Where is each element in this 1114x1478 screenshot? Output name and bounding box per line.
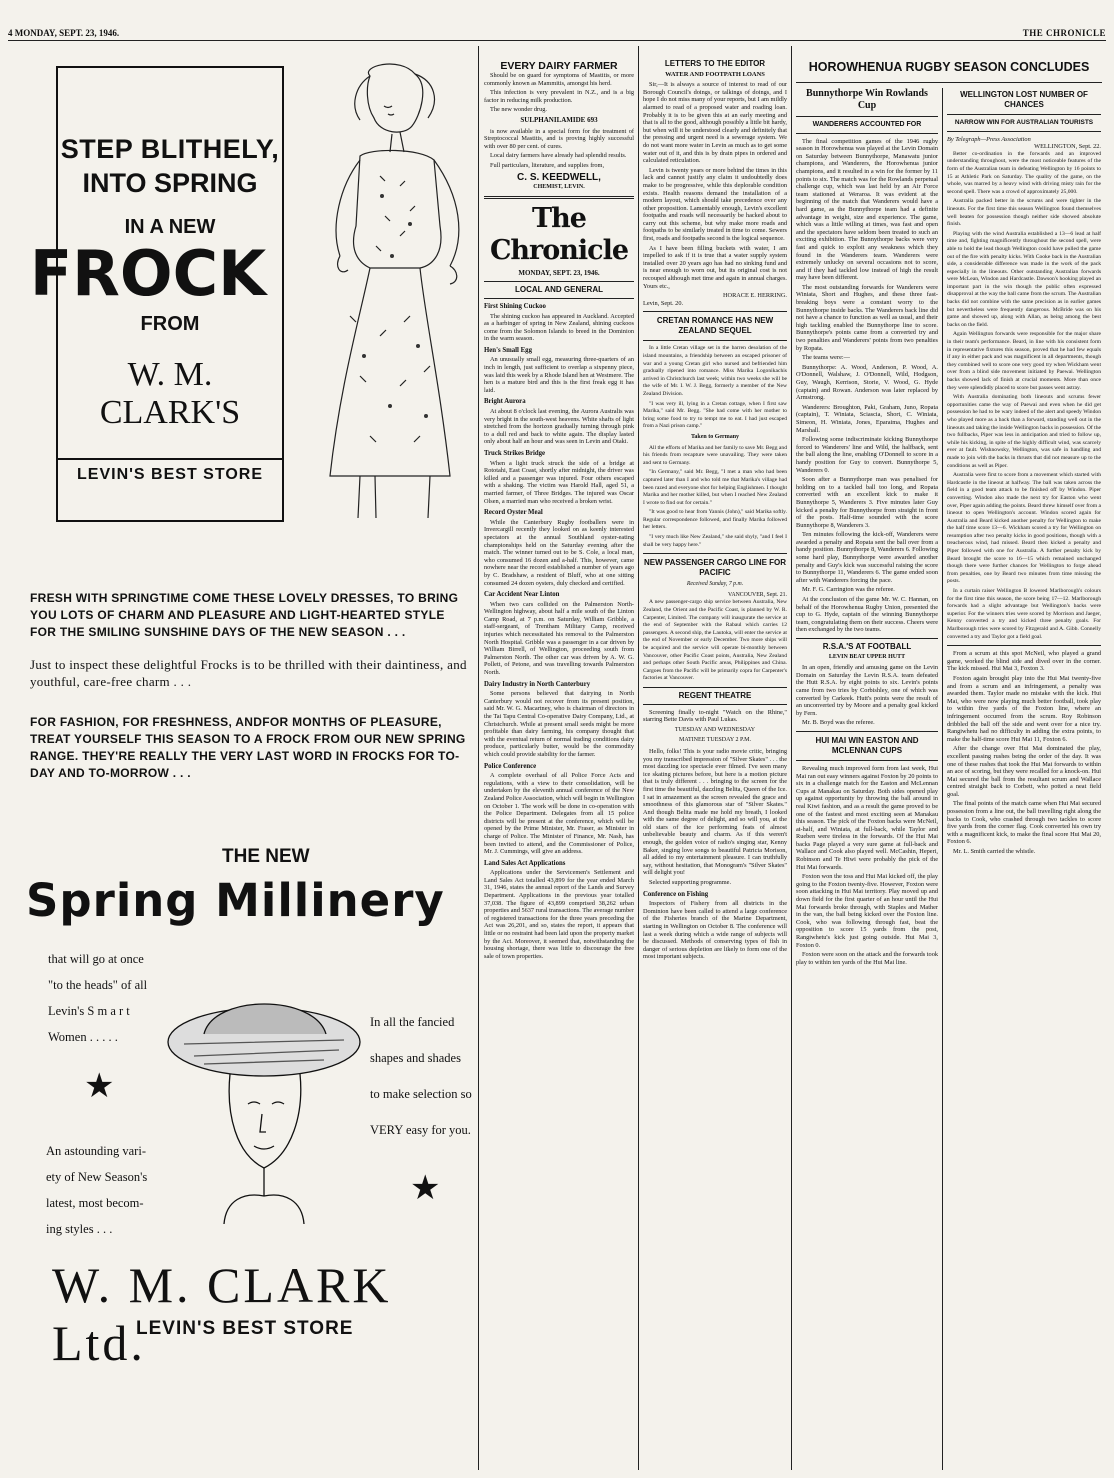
star-icon: ★ [84,1068,115,1105]
paragraph: The final points of the match came when Hui Mai secured possession from a line out, the ball travelling right along the backs to Cook, who crashed through two tackles to score five yards from the corner flag. Cook converted his own try with a magnificent kick, to make the final score Hui Mai 20, Foxton 6. [947,800,1101,846]
paragraph: Full particulars, literature, and supplies from, [490,161,605,169]
paragraph: Mr. B. Boyd was the referee. [802,719,875,727]
rsa-subhead: LEVIN BEAT UPPER HUTT [828,653,906,660]
paragraph: Soon after a Bunnythorpe man was penalised for holding on to a tackled ball too long, and Ropata converted with an excellent kick to make it Bunnythorpe 5, Wanderers 3. Five minutes later Guy kicked a penalty for Bunnythorpe from straight in front of the posts. Half-time sounded with the score Bunnythorpe 8, Wanderers 3. [796,476,938,529]
theatre-days: TUESDAY AND WEDNESDAY [674,726,756,733]
paragraph: Australia were first to score from a movement which started with Hardcastle in the lineout at halfway. The ball was taken across the field in a good team attack to be finished off by Windon. Piper converting. Windon also made the next try for Easton who went over, Piper again adding the points. Beard threw himself over from a lineout to open Wellington's account. Windon scored again for Australia and Beard kicked another penalty for Wellington to make the half time score 13—6. Wickham scored a try for Wellington on resumption after two penalty kicks in good positions, though with a treacherous wind, had missed. Beard then kicked a penalty and Piper followed with one for Australia. A further penalty kick by Beard brought the score to 16—15 which remained unchanged though there were further chances for Wellington to forge ahead from penalties, one by Beard two minutes from time missing the posts. [947,472,1101,585]
column-1 [484,60,634,1470]
fashion-illustration [300,56,472,526]
item-heading: Taken to Germany [690,433,740,440]
bunnythorpe-headline: Bunnythorpe Win Rowlands Cup [806,88,928,111]
divider [484,196,634,199]
letters-subhead: WATER AND FOOTPATH LOANS [665,70,765,78]
divider [796,731,938,732]
paragraph: Wanderers: Broughton, Paki, Graham, Juno, Ropata (captain), T. Winiata, Sciascia, Short, C. Winiata, Simeon, H. Winiata, Jones, Eparaima, Hughes and Marshall. [796,403,938,434]
paragraph: Foxton won the toss and Hui Mai kicked off, the play going to the Foxton twenty-five. However, Foxton were soon attacking in Hui Mai territory. Play moved up and down field for the first quarter of an hour until the Hui Mai forwards broke through, with Staples and Mather in the van, the ball being kicked over the Foxton line. Cook, who was following through fast, beat the opposition to score 15 yards from the post, Rangiwhetu's kick just going outside. Hui Mai 3, Foxton 0. [796,873,938,949]
ad-copy-fashion: FOR FASHION, FOR FRESHNESS, ANDFOR MONTHS OF PLEASURE, TREAT YOURSELF THIS SEASON TO A FROCK FROM OUR NEW SPRING RANGE. THEY'RE REALLY THE VERY LAST WORD IN FROCKS FOR TO-DAY AND TO-MORROW . . . [30,715,466,780]
ad-into-spring: INTO SPRING [82,168,258,198]
paragraph: At about 8 o'clock last evening, the Aurora Australis was very bright in the south-west heavens. White shafts of light stretched from the horizon gradually turning through pink to a dull red and back to white again. The display lasted only about half an hour and was seen in Levin and Otaki. [484,408,634,446]
divider [484,281,634,282]
ad-millinery-right-text [370,1004,474,1148]
chemist-name: C. S. KEEDWELL, [517,171,601,183]
item-heading: Police Conference [484,762,537,770]
paragraph: Bunnythorpe: A. Wood, Anderson, P. Wood, A. O'Donnell, Walshaw, J. O'Donnell, Wild, Hodgson, Guy, Waugh, Kerrison, Storie, V. Wood, G. Hyde (captain) and Rowan. Anderson was later replaced by Armstrong. [796,363,938,402]
paragraph: Australia packed better in the scrums and were tighter in the lineouts. For the first time this season Wellington found themselves well beaten for possession though neither side showed absolute finish. [947,198,1101,228]
paragraph: Local dairy farmers have already had splendid results. [490,152,627,160]
ad-company-name: W. M. CLARK Ltd. [52,1257,392,1371]
paragraph: Mr. L. Smith carried the whistle. [953,848,1036,856]
rule-c1 [638,46,639,1470]
divider [796,133,938,134]
ad-step-blithely: STEP BLITHELY, [60,134,280,164]
paragraph: "In Germany," said Mr. Begg, "I met a man who had been captured later than I and who told me that Marika's village had been razed and everyone shot for helping Englishmen. I thought Marika and her mother killed, but when I reached New Zealand I wrote to find out for certain." [643,469,787,506]
clarks-advertisement [12,56,472,1468]
local-and-general-heading: LOCAL AND GENERAL [515,285,603,295]
paragraph: is now available in a special form for the treatment of Streptococcal Mastitis, and is proving highly successful with over 80 per cent. of cures. [484,127,634,150]
ad-in-a-new: IN A NEW [124,216,216,238]
paragraph: Better co-ordination in the forwards and an improved understanding throughout, were the most noticeable features of the form of the Australian team in defeating Wellington by 16 points to 15 at Athletic Park on Saturday. The quality of the game, on the whole, was marred by a heavy wind with driving misty rain for the second spell. There was a crowd of approximately 25,000. [947,150,1101,195]
column-3 [796,88,938,1470]
paragraph: This infection is very prevalent in N.Z., and is a big factor in reducing milk production. [484,89,634,104]
paragraph: Playing with the wind Australia established a 13—6 lead at half time and, fighting magnificently throughout the second spell, were able to hold the lead though Wellington could have pulled the game out of the fire with penalty kicks. With Cooke back in the Australian side, a considerable difference was made in the work of the pack especially in the lineouts. Other outstanding Australian forwards were McLean, Windon and Hardcastle. Dawson's hooking played an important part in the win though the public often expressed disapproval at the way the ball came from the scrum. The Australian backs did not combine with the same precision as in earlier games but nevertheless were frequently dangerous. McBride was on his game and showed up, along with Allan, as being among the best backs on the field. [947,230,1101,328]
wellington-headline: WELLINGTON LOST NUMBER OF CHANCES [960,90,1088,109]
dairy-farmer-headline: EVERY DAIRY FARMER [500,60,618,72]
frock-ad-box [29,66,284,522]
hat-illustration [164,964,364,1224]
item-heading: Hen's Small Egg [484,346,532,354]
ad-right-line: In all the fancied [370,1015,455,1029]
paragraph: Some persons believed that dairying in North Canterbury would not recover from its present position, said Mr. W. G. Macartney, who is chairman of directors in the Tai Tapu Central Co-operative Dairy Company, Ltd., at Christchurch. While at present small seeds might be more profitable than dairy farming, his company thought that with the eventual return of normal trading conditions dairy produce, particularly butter, would be the commodity which could provide stability for the farmer. [484,690,634,758]
paragraph: While the Canterbury Rugby footballers were in Invercargill recently they looked on as keenly interested spectators at the annual Southland oyster-eating championships held on the Saturday evening after the match. The winner turned out to be S. Cole, a local man, who consumed 16 dozen and a-half. This, however, came nowhere near the record established a number of years ago by C. Bradshaw, a resident of Bluff, who at one sitting consumed 24 dozen oysters, duly checked and certified. [484,518,634,587]
paragraph: Ten minutes following the kick-off, Wanderers were awarded a penalty and Ropata sent the ball over from a handy position. Bunnythorpe 8, Wanderers 6. Following some hard play, Bunnythorpe were awarded another penalty and Guy's kick was successful raising the score to Bunnythorpe 11, Wanderers 6. The game ended soon after with Wanderers forcing the pace. [796,531,938,584]
item-heading: Bright Aurora [484,398,526,406]
paragraph: In a curtain raiser Wellington B lowered Marlborough's colours for the first time this season, the score being 17—12. Marlborough forwards had a slight advantage but Wellington's backs were superior. For the winners tries were scored by Morrison and Jaeger, Kenny converted a try and kicked three penalty goals. For Marlborough tries were scored by Fitzgerald and A. Gibb. Connelly converted a try and Taylor got a field goal. [947,588,1101,640]
ad-left-line: that will go at once [48,952,144,966]
divider [643,311,787,312]
hui-mai-headline: HUI MAI WIN EASTON AND MCLENNAN CUPS [815,735,919,755]
ad-left-line: "to the heads" of all [48,978,148,992]
paragraph: The most outstanding forwards for Wanderers were Winiata, Short and Hughes, and these three fast-breaking boys were a constant worry to the Bunnythorpe inside backs. The Wanderers back line did not have a chance to function as well as usual, and their high tackling enabled the Bunnythorpe line to score. Bunnythorpe's points came from a converted try and two penalties and Wanderers' points from two penalties by Ropata. [796,283,938,352]
paragraph: When a light truck struck the side of a bridge at Rototahi, East Coast, shortly after midnight, the driver was killed and a passenger was injured. Four others escaped with a shaking. The victim was Harold Hall, aged 51, a married farmer, of Three Bridges. The injured was Oscar Olsen, a married man who received a broken wrist. [484,459,634,505]
wanderers-subhead: WANDERERS ACCOUNTED FOR [812,121,922,128]
ad-copy-fresh: FRESH WITH SPRINGTIME COME THESE LOVELY DRESSES, TO BRING YOU LOTS OF CHARM AND PLEASURE AND LIGHT-HEARTED STYLE FOR THE SMILING SUNSHINE DAYS OF THE NEW SEASON . . . [30,591,459,639]
divider [947,114,1101,115]
drug-name: SULPHANILAMIDE 693 [520,115,598,124]
ad-copy-inspect: Just to inspect these delightful Frocks is to be thrilled with their daintiness, and youthful, care-free charm . . . [30,657,467,689]
ad-left2-line: latest, most becom- [46,1196,144,1210]
paragraph: Selected supporting programme. [649,879,732,887]
paragraph: In a little Cretan village set in the barren desolation of the island mountains, a friendship between an escaped prisoner of war and a young Cretan girl who nursed and befriended him gradually ripened into romance. Miss Marika Logonikachis arrived in Christchurch last week; within two weeks she will be the wife of Mr. I. W. J. Begg, formerly a member of the New Zealand Division. [643,345,787,397]
paragraph: From a scrum at this spot McNeil, who played a grand game, worked the blind side and dived over in the corner. The kick missed. Hui Mai 3, Foxton 3. [947,650,1101,673]
paragraph: Revealing much improved form from last week, Hui Mai ran out easy winners against Foxton by 20 points to six in a challenge match for the Easton and McLennan Cups at Manakau on Saturday. Both sides opened play up against opportunity by throwing the ball around in real Kiwi fashion, and as a result the game proved to be one of the fastest and most exciting seen at Manakau this season. The pick of the Foxton backs were McNeil, at-half, and Winiata, at full-back, while Taylor and Rueben were tireless in the forwards. Of the Hui Mai backs Page played a very sure game at full-back and Wallace and Cook also played well. McCashin, Heperi, Robinson and Te Hiwi were probably the pick of the Hui Mai forwards. [796,764,938,871]
rule-ad [478,46,479,1470]
dateline: WELLINGTON, Sept. 22. [1034,143,1101,151]
ad-right-line: VERY easy for you. [370,1123,471,1137]
ad-levins-best-store: LEVIN'S BEST STORE [58,458,282,484]
paragraph: "I was very ill, lying in a Cretan cottage, when I first saw Marika," said Mr. Begg. "She had come with her mother to bring some food to try to tempt me to eat. I had just escaped from a Nazi prison camp." [643,400,787,430]
paragraph: When two cars collided on the Palmerston North-Wellington highway, about half a mile south of the Linton Camp Road, at 7 p.m. on Saturday, William Gribble, a staff-sergeant, of Trentham Military Camp, received injuries which necessitated his removal to the Palmerston North Hospital. Gribble was a passenger in a car driven by William Birrell, of Wellington, proceeding south from Palmerston North. The other car was driven by A. W. G. Pollett, of Petone, and was travelling towards Palmerston North. [484,600,634,677]
cretan-headline: CRETAN ROMANCE HAS NEW ZEALAND SEQUEL [656,316,774,336]
paragraph: Inspectors of Fishery from all districts in the Dominion have been called to attend a large conference of the Fisheries branch of the Marine Department, starting in Wellington on October 8. The conference will last a week during which a wide range of subjects will be discussed. Methods of conserving types of fish in danger of serious depletion are likely to form one of the most important subjects. [643,900,787,961]
item-heading: Record Oyster Meal [484,509,543,517]
ad-left-line: Women . . . . . [48,1030,118,1044]
ad-right-line: shapes and shades [370,1051,461,1065]
paragraph: Sir,—It is always a source of interest to read of our Borough Council's doings, or talkings of doings, and I hope I do not miss many of your reports, but I am mildly alarmed to read of a proposed water and roading loan. Probably it is to be given this at an early meeting and that is all to the good, although possibly a little bit hardy, but when will it be understood clearly and definitely that the pressing and urgent need is a sewerage system. We do not want more water in Levin as much as to get some water out of it, and this is by drain pipes in ordered and calculated reticulation. [643,81,787,165]
paragraph: Following some indiscriminate kicking Bunnythorpe forced to Wanderers' line and Wild, the halfback, sent the ball along the line, enabling O'Donnell to score in a handy position for Guy to convert. Bunnythorpe 5, Wanderers 0. [796,436,938,474]
paragraph: Applications under the Servicemen's Settlement and Land Sales Act totalled 43,899 for the year ended March 31, 1946, states the annual report of the Lands and Survey Department. Applications in the previous year totalled 37,038. The figure of 43,899 comprised 38,262 urban properties and 5637 rural transactions. The average number of registered transactions for the three years preceding the Act was 26,201, and so, states the report, it appears that little or no restraint had been laid upon the property market by the Act. Moreover, it seemed that, notwithstanding the housing shortage, there was little to discourage the free sale of town properties. [484,869,634,960]
paragraph: The final competition games of the 1946 rugby season in Horowhenua was played at the Levin Domain on Saturday between Bunnythorpe, Manawatu junior champions, and Wanderers, the Horowhenua junior champions, and it resulted in a win for the former by 11 points to six. The match was for the Rowlands perpetual challenge cup, which was last held by an Air Force team stationed at Weraroa. It was evident at the beginning of the match that Wanderers would have a hard game, as the Bunnythorpe team had a definite advantage in weight, size and experience. The game, which was a little willing at times, was fast and open and the spectators have seldom been treated to such an exciting exhibition. The Bunnythorpe backs were very fast and quick to exploit any weakness which they found in the Wanderers team. Wanderers were extremely unlucky on several occasions not to score, and if they had tackled low instead of high the result may have been different. [796,137,938,282]
page-header [8,26,1106,41]
ad-spring-millinery: Spring Millinery [26,874,445,927]
paragraph: The new wonder drug. [490,106,548,114]
ad-right-line: to make selection so [370,1087,472,1101]
divider [643,340,787,341]
paragraph: As I have been filling buckets with water, I am impelled to ask if it is true that a water supply system installed over 20 years ago has had no sinking fund and is near enough to worn out, but its original cost is not recouped although met time and again in annual charges. Yours etc., [643,244,787,290]
paragraph: "I very much like New Zealand," she said shyly, "and I feel I shall be very happy here." [643,534,787,548]
paragraph: All the efforts of Marika and her family to save Mr. Begg and his friends from recapture were unavailing. They were taken and sent to Germany. [643,444,787,466]
ad-millinery-left-text-2 [46,1138,166,1242]
divider [947,131,1101,132]
ad-frock: FROCK [29,237,267,310]
letters-headline: LETTERS TO THE EDITOR [664,60,766,68]
regent-theatre-headline: REGENT THEATRE [678,690,752,700]
divider [643,687,787,688]
rule-c2 [791,46,792,1470]
australian-subhead: NARROW WIN FOR AUSTRALIAN TOURISTS [954,119,1094,126]
item-heading: First Shining Cuckoo [484,302,546,310]
paragraph: An unusually small egg, measuring three-quarters of an inch in length, just sufficient to overlap a sixpenny piece, was laid this week by a Rhode Island hen at Westmere. The hen is a mature bird and this is the first freak egg it has laid. [484,356,634,394]
theatre-matinee: MATINEE TUESDAY 2 P.M. [679,737,751,744]
rsa-football-headline: R.S.A.'S AT FOOTBALL [822,642,912,651]
ad-left-line: Levin's S m a r t [48,1004,130,1018]
divider [796,638,938,639]
item-heading: Land Sales Act Applications [484,859,566,867]
divider [796,760,938,761]
ad-store-tagline: LEVIN'S BEST STORE [136,1318,354,1339]
ad-wm-clarks: W. M. CLARK'S [99,356,241,431]
cargo-line-headline: NEW PASSENGER CARGO LINE FOR PACIFIC [643,558,787,578]
item-heading: Dairy Industry in North Canterbury [484,680,591,688]
paragraph: Mr. F. G. Carrington was the referee. [802,586,895,594]
paragraph: "It was good to hear from Yannis (John)," said Marika softly. Regular correspondence followed, and finally Marika followed her letters. [643,509,787,531]
ad-left2-line: An astounding vari- [46,1144,146,1158]
paragraph: The shining cuckoo has appeared in Auckland. Accepted as a harbinger of spring in New Zealand, shining cuckoos come from the Solomon Islands to breed in the Dominion in the warm season. [484,312,634,343]
paragraph: The teams were:— [802,354,850,362]
divider [796,116,938,117]
item-heading: Truck Strikes Bridge [484,450,546,457]
masthead-date: MONDAY, SEPT. 23, 1946. [518,268,600,277]
ad-from: FROM [140,313,200,335]
ad-left2-line: ety of New Season's [46,1170,148,1184]
divider [947,645,1101,646]
paragraph: Screening finally to-night "Watch on the Rhine," starring Bette Davis with Paul Lukas. [643,708,787,724]
item-heading: Conference on Fishing [643,890,709,898]
rugby-banner-headline: HOROWHENUA RUGBY SEASON CONCLUDES [808,60,1090,74]
column-2 [643,60,787,1470]
paragraph: Levin is twenty years or more behind the times in this lack and cannot justify any claim it undoubtedly does make to be progressive, while this deplorable condition exists. Health reasons demand the installation of a modern layout, which should take precedence over any other proposition. Lamentably enough, Levin's excellent footpaths and roads will necessarily be hacked about to carry out this scheme, but why make more roads and footpaths to be similarly treated in time to come. Sewers first, roads and footpaths second is the logical sequence. [643,166,787,243]
letter-place: Levin, Sept. 20. [643,299,684,307]
ad-millinery-left-text [48,946,168,1050]
dateline: Received Sunday, 7 p.m. [686,581,744,588]
dateline: VANCOUVER, Sept. 21. [728,591,787,598]
divider [643,553,787,554]
paragraph: After the change over Hui Mai dominated the play, excellent passing rushes being the order of the day. It was one of these rushes that took the Hui Mai forwards to within an ace of scoring, but they were recalled for a knock-on. Hui Mai secured the ball from the resultant scrum and Wallace centred straight back to Corbett, who potted a neat field goal. [947,745,1101,798]
ad-left2-line: ing styles . . . [46,1222,113,1236]
paragraph: Should be on guard for symptoms of Mastitis, or more commonly known as Mammitis, amongst his herd. [484,72,634,87]
star-icon: ★ [410,1170,441,1207]
ad-the-new: THE NEW [222,846,310,867]
paragraph: A complete overhaul of all Police Force Acts and regulations, with a view to their consolidation, will be undertaken by the eleventh annual conference of the New Zealand Police Association, which will begin in Wellington on October 1. The work will be done in co-operation with the Police Department. Delegates from all 15 police districts will be present at the conference, which will be opened by the Prime Minister, Mr. Fraser, as Minister in charge of Police. The Minister of Finance, Mr. Nash, has been invited to attend, and the Commissioner of Police, Mr. J. Cummings, will give an address. [484,772,634,856]
letter-signature: HORACE E. HERRING. [722,292,787,300]
rule-c3 [942,88,943,1470]
chronicle-masthead: The Chronicle [489,202,629,266]
paragraph: At the conclusion of the game Mr. W. C. Hannan, on behalf of the Horowhenua Rugby Union, presented the cup to G. Hyde, captain of the winning Bunnythorpe team, congratulating them on their success. Cheers were then exchanged by the two teams. [796,596,938,634]
chemist-location: CHEMIST, LEVIN. [533,184,585,191]
paragraph: In an open, friendly and amusing game on the Levin Domain on Saturday the Levin R.S.A. team defeated the Hutt R.S.A. by eight points to six. Levin's points came from two tries by Corbishley, one of which was converted by Carkeek. Hutt's points were the result of an unconverted try by Moore and a penalty goal kicked by Fern. [796,664,938,717]
paragraph: Hello, folks! This is your radio movie critic, bringing you my transcribed impression of "Silver Skates" . . . the most dazzling ice spectacle ever filmed. I've seen many ice skating pictures before, but here is a motion picture that is truly different . . . bringing to the screen for the first time the beautiful, dazzling Belita, Queen of the Ice. I sat in amazement as the screen revealed the grace and smoothness of this glamorous star of "Silver Skates." And though Belita made me hold my breath, I looked with the same degree of delight, and so will you, at the old stars of the ice performing feats of almost unbelievable beauty and charm. As if this weren't enough, the golden voice of radio's singing star, Kenny Baker, singing love songs to beautiful Patricia Morison, all added to my entertainment pleasure. I can truthfully say, without hesitation, that Monogram's "Silver Skates" will delight you! [643,747,787,877]
paragraph: Again Wellington forwards were responsible for the major share in their team's performance. Beard, in line with his consistent form in representative fixtures this season, proved that he had few equals if any in either pack and was magnificent in all departments, though they combined well to score one very good try when Wickham went over from a blind side movement initiated by Paewai. Wellington backs showed lack of finish at crucial moments. More than once they were splendidly placed to score but passes went astray. [947,331,1101,391]
column-4 [947,90,1101,1470]
header-paper-name: THE CHRONICLE [1022,28,1106,38]
header-date: 4 MONDAY, SEPT. 23, 1946. [8,28,120,38]
paragraph: Foxton again brought play into the Hui Mai twenty-five and from a scrum and an infringement, a penalty was awarded them. Taylor made no mistake with the kick. Hui Mai, who were now playing much better football, took play to within five yards of the Foxton line, where an infringement occurred from the scrum. Roy Robinson dribbled the ball off the side and went over for a nice try. Rangiwhetu had no difficulty in adding the extra points, to make the half-time score Hui Mai 11, Foxton 6. [947,674,1101,743]
paragraph: A new passenger-cargo ship service between Australia, New Zealand, the Orient and the Pacific Coast, is planned by W. R. Carpenter, Limited. The company will inaugurate the service at the end of September with the Rabaul which carries 12 passengers. A second ship, the Lautoka, will enter the service at the end of November or early December. Two more ships will be acquired and the service will operate bi-monthly between Vancouver, other Pacific Coast points, Australia, New Zealand and perhaps other South Pacific areas, Philippines and China. Cargoes from the Pacific will be primarily copra for Carpenter's factories at Vancouver. [643,599,787,682]
paragraph: With Australia dominating both lineouts and scrums fewer opportunities came the way of Paewai and even when he did get possession he had to be wary indeed of the alert and speedy Windon who played more as a back than a forward, standing well out in the lineouts and taking the inside Wellington backs in possession. Of the two fullbacks, Piper was less in anticipation and tried to follow up, while his kicking, in spite of the highly difficult wind, was scarcely ever at fault. Wishnowsky, Wellington, was safe in handling and made to join with the backs in thrusts that did not measure up to the conditions as well as Piper. [947,394,1101,469]
divider [643,704,787,705]
byline: By Telegraph—Press Association [947,135,1031,143]
divider [484,298,634,299]
banner-rule [796,82,1102,83]
item-heading: Car Accident Near Linton [484,591,560,599]
paragraph: Foxton were soon on the attack and the forwards took play to within ten yards of the Hui Mai line. [796,951,938,966]
